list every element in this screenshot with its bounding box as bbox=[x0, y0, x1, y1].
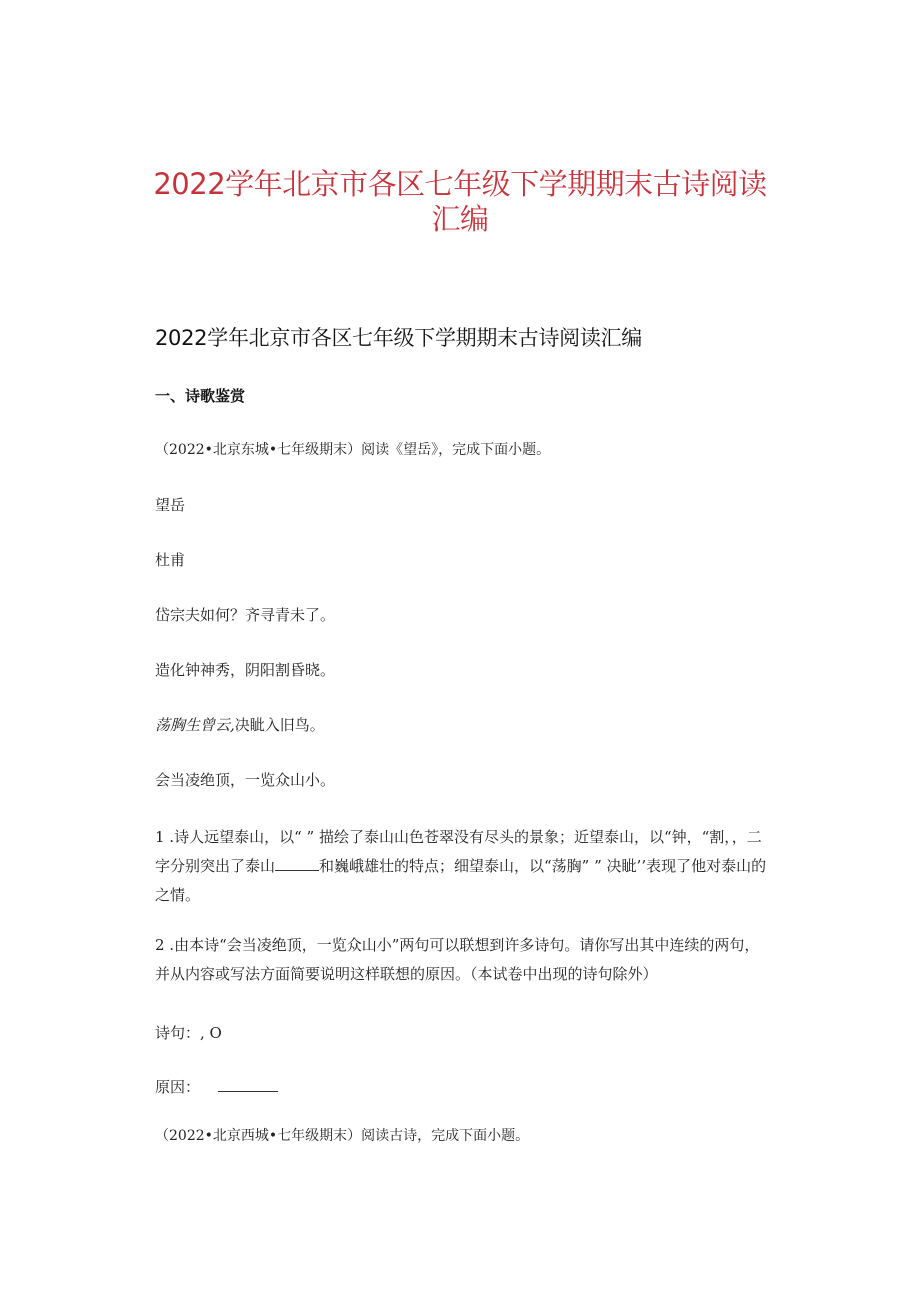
intro-text: （2022•北京西城•七年级期末）阅读古诗，完成下面小题。 bbox=[155, 1128, 530, 1144]
reason-answer-line bbox=[155, 1076, 278, 1097]
reason-label: 原因： bbox=[155, 1078, 201, 1096]
intro-text: （2022•北京东城•七年级期末）阅读《望岳》，完成下面小题。 bbox=[155, 442, 551, 458]
question-1-part-1: 1 .诗人远望泰山，以“ ” 描绘了泰山山色苍翠没有尽头的景象；近望泰山，以“钟，“割，，二字分别突出了泰山 bbox=[155, 828, 762, 875]
poem-author: 杜甫 bbox=[155, 551, 186, 569]
fill-in-blank[interactable] bbox=[275, 870, 319, 871]
document-title-line-2: 汇编 bbox=[431, 202, 489, 236]
section-heading: 一、诗歌鉴赏 bbox=[155, 387, 246, 405]
poem-line-italic-part: 荡胸生曾云, bbox=[155, 716, 235, 734]
poem-line bbox=[155, 714, 325, 735]
poem-line: 造化钟神秀，阴阳割昏晓。 bbox=[155, 661, 336, 679]
verse-answer-line: 诗句：, O bbox=[155, 1024, 222, 1042]
poem-line-rest-part: 决眦入旧鸟。 bbox=[234, 716, 325, 734]
poem-line: 岱宗夫如何？齐寻青未了。 bbox=[155, 606, 336, 624]
reason-blank[interactable] bbox=[218, 1091, 278, 1092]
poem-title: 望岳 bbox=[155, 496, 186, 514]
poem-line: 会当凌绝顶，一览众山小。 bbox=[155, 771, 336, 789]
question-2: 2 .由本诗“会当凌绝顶，一览众山小”两句可以联想到许多诗句。请你写出其中连续的两句，并从内容或写法方面简要说明这样联想的原因。（本试卷中出现的诗句除外） bbox=[155, 936, 760, 983]
document-title-line-1: 2022学年北京市各区七年级下学期期末古诗阅读 bbox=[153, 167, 767, 201]
question-1 bbox=[155, 823, 767, 910]
document-subtitle: 2022学年北京市各区七年级下学期期末古诗阅读汇编 bbox=[155, 326, 642, 350]
question-1-part-2: 和巍峨雄壮的特点；细望泰山，以“荡胸” ” 决眦’’表现了他对泰山的之情。 bbox=[155, 857, 767, 904]
